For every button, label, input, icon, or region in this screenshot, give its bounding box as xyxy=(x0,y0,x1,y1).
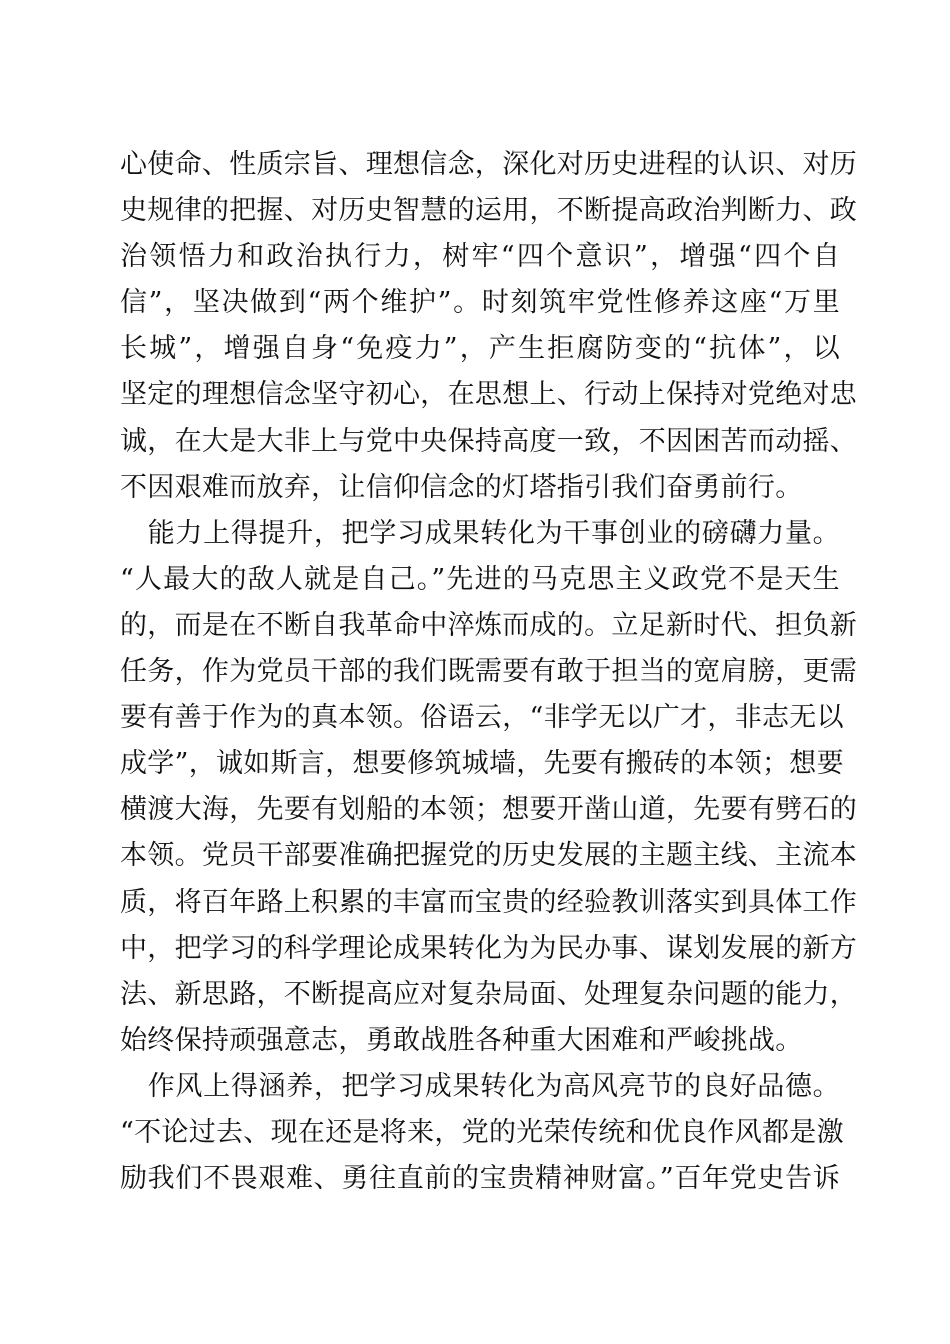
text-line: 史规律的把握、对历史智慧的运用，不断提高政治判断力、政 xyxy=(120,195,858,227)
text-line: 本领。党员干部要准确把握党的历史发展的主题主线、主流本 xyxy=(120,840,858,872)
text-line: 励我们不畏艰难、勇往直前的宝贵精神财富。”百年党史告诉 xyxy=(120,1163,840,1195)
text-line: “人最大的敌人就是自己。”先进的马克思主义政党不是天生 xyxy=(120,563,840,595)
text-line: “不论过去、现在还是将来，党的光荣传统和优良作风都是激 xyxy=(120,1116,844,1148)
text-line: 信”，坚决做到“两个维护”。时刻筑牢党性修养这座“万里 xyxy=(120,287,840,319)
text-line: 要有善于作为的真本领。俗语云，“非学无以广才，非志无以 xyxy=(120,702,844,734)
text-line: 法、新思路，不断提高应对复杂局面、处理复杂问题的能力， xyxy=(120,978,858,1010)
text-line: 成学”，诚如斯言，想要修筑城墙，先要有搬砖的本领；想要 xyxy=(120,748,844,780)
paragraph-start-line: 能力上得提升，把学习成果转化为干事创业的磅礴力量。 xyxy=(120,517,840,549)
text-line: 中，把学习的科学理论成果转化为为民办事、谋划发展的新方 xyxy=(120,932,858,964)
text-line: 质，将百年路上积累的丰富而宝贵的经验教训落实到具体工作 xyxy=(120,886,858,918)
text-line: 诚，在大是大非上与党中央保持高度一致，不因困苦而动摇、 xyxy=(120,425,858,457)
text-line: 坚定的理想信念坚守初心，在思想上、行动上保持对党绝对忠 xyxy=(120,379,858,411)
body-text xyxy=(120,142,858,1202)
paragraph-end-line: 不因艰难而放弃，让信仰信念的灯塔指引我们奋勇前行。 xyxy=(120,471,803,503)
text-line: 治领悟力和政治执行力，树牢“四个意识”，增强“四个自 xyxy=(120,241,840,273)
text-line: 心使命、性质宗旨、理想信念，深化对历史进程的认识、对历 xyxy=(120,149,858,180)
text-line: 横渡大海，先要有划船的本领；想要开凿山道，先要有劈石的 xyxy=(120,794,858,826)
text-line: 任务，作为党员干部的我们既需要有敢于担当的宽肩膀，更需 xyxy=(120,656,858,688)
paragraph-end-line: 始终保持顽强意志，勇敢战胜各种重大困难和严峻挑战。 xyxy=(120,1024,803,1056)
text-line: 长城”，增强自身“免疫力”，产生拒腐防变的“抗体”，以 xyxy=(120,333,840,365)
paragraph-start-line: 作风上得涵养，把学习成果转化为高风亮节的良好品德。 xyxy=(120,1070,840,1102)
text-line: 的，而是在不断自我革命中淬炼而成的。立足新时代、担负新 xyxy=(120,609,858,641)
